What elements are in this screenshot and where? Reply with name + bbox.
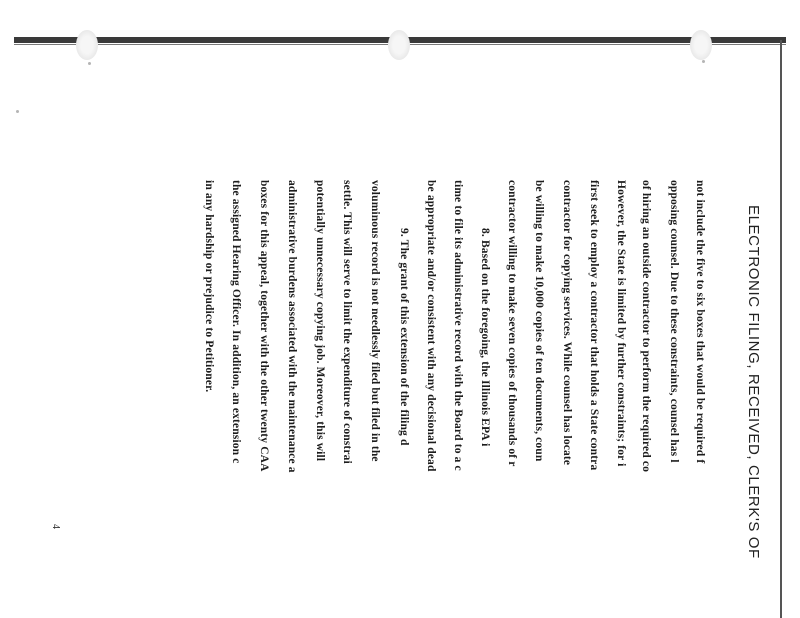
document-text-line: 8. Based on the foregoing, the Illinois EPA i	[479, 228, 491, 447]
document-text-line: boxes for this appeal, together with the other twenty CAA	[258, 180, 270, 472]
document-text-line: in any hardship or prejudice to Petitioner.	[203, 180, 215, 393]
document-text-line: settle. This will serve to limit the expenditure of constrai	[341, 180, 353, 464]
document-text-line: opposing counsel. Due to these constraints, counsel has l	[668, 180, 680, 463]
document-text-line: of hiring an outside contractor to perform the required co	[640, 180, 652, 473]
document-text-line: However, the State is limited by further constraints; for i	[615, 180, 627, 467]
document-text-line: potentially unnecessary copying job. Moreover, this will	[314, 180, 326, 462]
document-text-line: 9. The grant of this extension of the filing d	[398, 228, 410, 446]
document-text-line: administrative burdens associated with the maintenance a	[286, 180, 298, 473]
punch-hole-right	[690, 30, 712, 60]
document-text-line: not include the five to six boxes that would be required f	[694, 180, 706, 464]
document-text-line: time to file its administrative record with the Board to a c	[452, 180, 464, 471]
document-text-line: be willing to make 10,000 copies of ten documents, coun	[533, 180, 545, 462]
punch-hole-center	[388, 30, 410, 60]
electronic-filing-stamp: ELECTRONIC FILING, RECEIVED, CLERK'S OF	[745, 205, 762, 559]
punch-hole-left	[76, 30, 98, 60]
document-text-line: be appropriate and/or consistent with any decisional dead	[425, 180, 437, 472]
document-text-line: contractor for copying services. While counsel has locate	[561, 180, 573, 466]
document-text-line: voluminous record is not needlessly filed but filed in the	[369, 180, 381, 462]
document-text-line: contractor willing to make seven copies of thousands of r	[506, 180, 518, 467]
scan-speck	[702, 60, 705, 63]
document-text-line: first seek to employ a contractor that holds a State contra	[588, 180, 600, 471]
scan-speck	[16, 110, 19, 113]
page-number: 4	[50, 524, 61, 529]
document-text-line: the assigned Hearing Officer. In addition, an extension c	[230, 180, 242, 464]
scan-speck	[88, 62, 91, 65]
right-border-line	[780, 40, 782, 618]
